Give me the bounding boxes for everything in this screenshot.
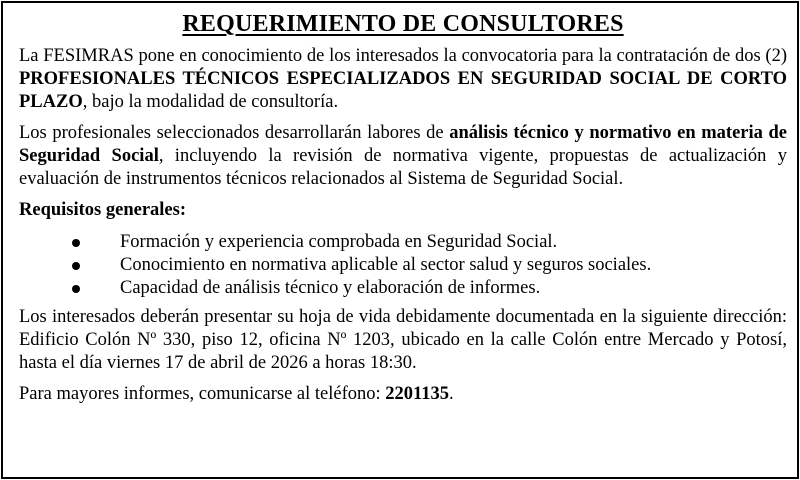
bullet-icon [72, 285, 80, 293]
bullet-icon [72, 239, 80, 247]
intro-text-end: , bajo la modalidad de consultoría. [82, 92, 339, 112]
requirements-list [19, 231, 787, 300]
list-item [19, 277, 787, 300]
intro-position-title: PROFESIONALES TÉCNICOS ESPECIALIZADOS EN SEGURIDAD SOCIAL DE CORTO PLAZO [19, 69, 787, 112]
intro-paragraph [19, 45, 787, 114]
contact-paragraph [19, 383, 787, 406]
contact-text: Para mayores informes, comunicarse al teléfono: [19, 384, 386, 404]
contact-text-end: . [449, 384, 454, 404]
list-item [19, 231, 787, 254]
submission-paragraph: Los interesados deberán presentar su hoja de vida debidamente documentada en la siguiente dirección: Edificio Colón Nº 330, piso 12, oficina Nº 1203, ubicado en la calle Colón entre Mercado y Potosí, hasta el día viernes 17 de abril de 2026 a horas 18:30. [19, 307, 787, 373]
notice-title: REQUERIMIENTO DE CONSULTORES [182, 11, 624, 37]
list-item [19, 254, 787, 277]
intro-text-start: La FESIMRAS pone en conocimiento de los interesados la convocatoria para la contratación de dos (2) [19, 46, 787, 66]
requirements-heading: Requisitos generales: [19, 200, 186, 220]
duties-focus: análisis técnico y normativo en materia de Seguridad Social [19, 123, 787, 166]
duties-text-end: , incluyendo la revisión de normativa vigente, propuestas de actualización y evaluación de instrumentos técnicos relacionados al Sistema de Seguridad Social. [19, 146, 787, 189]
duties-paragraph [19, 122, 787, 191]
notice-content [19, 7, 787, 414]
requirement-text: Capacidad de análisis técnico y elaboración de informes. [120, 278, 541, 298]
notice-frame [1, 1, 799, 479]
duties-text-start: Los profesionales seleccionados desarrollarán labores de [19, 123, 450, 143]
contact-phone: 2201135 [385, 384, 450, 404]
requirement-text: Formación y experiencia comprobada en Seguridad Social. [120, 232, 558, 252]
bullet-icon [72, 262, 80, 270]
requirement-text: Conocimiento en normativa aplicable al sector salud y seguros sociales. [120, 255, 652, 275]
